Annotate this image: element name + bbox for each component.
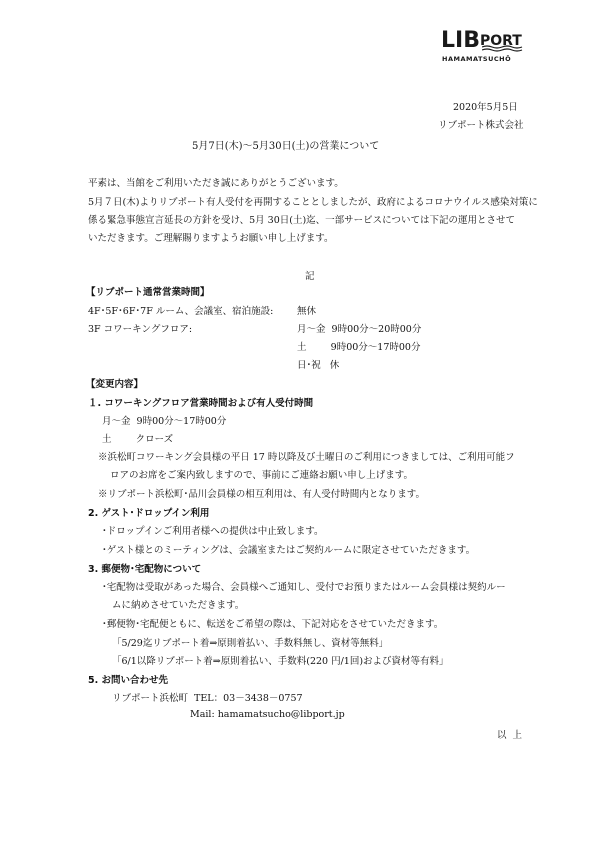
section-1-line-2: 土 クローズ — [102, 434, 174, 445]
hours-row2-sunday: 日･祝 休 — [297, 360, 340, 371]
hours-row1-value: 無休 — [297, 306, 317, 317]
section-3-line-2: ･郵便物･宅配便ともに、転送をご希望の際は、下記対応をさせていただきます。 — [102, 619, 444, 630]
intro-line-3: 係る緊急事態宣言延長の方針を受け、5月 30日(土)迄、一部サービスについては下記の運用とさせて — [88, 215, 515, 226]
document-title: 5月7日(木)～5月30日(土)の営業について — [192, 141, 380, 152]
section-1-note-1b: ロアのお席をご案内致しますので、事前にご連絡お願い申し上げます。 — [110, 470, 414, 481]
section-2-line-1: ･ドロップインご利用者様への提供は中止致します。 — [102, 526, 324, 537]
section-2-title: 2. ゲスト･ドロップイン利用 — [88, 508, 210, 519]
document-date: 2020年5月5日 — [453, 102, 518, 113]
changes-heading: 【変更内容】 — [86, 379, 144, 390]
company-name: リブポート株式会社 — [438, 120, 524, 131]
section-3-line-4: 「6/1以降リブポート着⇒原則着払い、手数料(220 円/1回)および資材等有料」 — [112, 656, 449, 667]
hours-row1-label: 4F･5F･6F･7F ルーム、会議室、宿泊施設: — [88, 306, 274, 317]
intro-line-1: 平素は、当館をご利用いただき誠にありがとうございます。 — [88, 178, 344, 189]
section-5-title: 5. お問い合わせ先 — [88, 675, 169, 686]
hours-heading: 【リブポート通常営業時間】 — [86, 287, 210, 298]
contact-email: Mail: hamamatsucho@libport.jp — [190, 709, 345, 720]
logo-wave-icon — [482, 45, 526, 53]
logo-main-text: LIB — [441, 28, 480, 53]
logo-subtitle: HAMAMATSUCHŌ — [442, 55, 512, 63]
section-3-line-3: 「5/29迄リブポート着⇒原則着払い、手数料無し、資材等無料」 — [112, 638, 389, 649]
contact-phone: リブポート浜松町 TEL：03－3438－0757 — [112, 693, 303, 704]
section-3-line-1a: ･宅配物は受取があった場合、会員様へご通知し、受付でお預りまたはルーム会員様は契約ルー — [102, 582, 506, 593]
hours-row2-saturday: 土 9時00分～17時00分 — [297, 342, 421, 353]
hours-row2-label: 3F コワーキングフロア: — [88, 324, 193, 335]
section-1-note-2: ※リブポート浜松町･品川会員様の相互利用は、有人受付時間内となります。 — [98, 489, 425, 500]
intro-line-4: いただきます。ご理解賜りますようお願い申し上げます。 — [88, 233, 334, 244]
section-2-line-2: ･ゲスト様とのミーティングは、会議室またはご契約ルームに限定させていただきます。 — [102, 545, 476, 556]
intro-line-2: 5月７日(木)よりリブポート有人受付を再開することとしましたが、政府によるコロナウイルス感染対策に — [88, 197, 538, 208]
section-1-line-1: 月～金 9時00分～17時00分 — [102, 416, 227, 427]
section-3-title: 3. 郵便物･宅配物について — [88, 564, 202, 575]
section-1-title: １. コワーキングフロア営業時間および有人受付時間 — [88, 398, 314, 409]
logo-port-text: PORT — [479, 33, 522, 49]
section-1-note-1a: ※浜松町コワーキング会員様の平日 17 時以降及び土曜日のご利用につきましては、ご利用可能フ — [98, 452, 515, 463]
hours-row2-weekday: 月～金 9時00分～20時00分 — [297, 324, 422, 335]
ki-mark: 記 — [305, 271, 315, 282]
closing-mark: 以 上 — [497, 730, 523, 741]
section-3-line-1b: ムに納めさせていただきます。 — [112, 600, 245, 611]
